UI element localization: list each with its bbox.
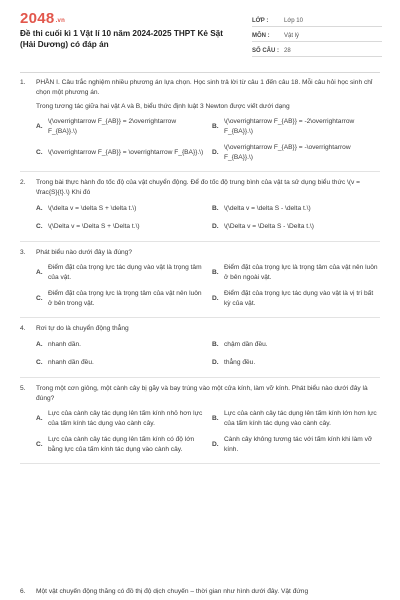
option-label: C. [36,359,43,366]
question-text: Một vật chuyển động thẳng có đồ thị độ dịch chuyển – thời gian như hình dưới đây. Vật đứng [36,588,309,595]
option-label: D. [212,295,219,302]
option-label: B. [212,415,219,422]
option-text: Điểm đặt của trọng lực tác dụng vào vật là trọng tâm của vật. [48,264,202,281]
option-text: thẳng đều. [224,359,256,366]
answer-option[interactable] [212,408,380,430]
document-title: Đề thi cuối kì 1 Vật lí 10 năm 2024-2025 THPT Kẻ Sặt (Hải Dương) có đáp án [20,29,223,49]
question-number: 4. [20,325,26,332]
option-text: Lực của cành cây tác dụng lên tấm kính có độ lớn bằng lực của tấm kính tác dụng vào cành cây. [48,436,195,453]
option-label: D. [212,441,219,448]
answer-option[interactable] [36,262,204,284]
option-text: \(\overrightarrow F_{AB}} = \overrightarrow F_{BA}}.\) [48,149,204,156]
option-label: A. [36,269,43,276]
answer-options [36,338,380,370]
answer-option[interactable] [212,202,380,216]
option-text: \(\delta v = \delta S + \delta t.\) [48,205,137,212]
answer-option[interactable] [212,288,380,310]
question-number: 5. [20,385,26,392]
option-label: C. [36,441,43,448]
option-label: C. [36,295,43,302]
option-text: nhanh dần đều. [48,359,94,366]
option-label: A. [36,341,43,348]
answer-option[interactable] [36,142,204,164]
header-divider [20,72,380,73]
answer-options [36,202,380,234]
question-text: Trong một cơn giông, một cành cây bị gãy và bay trúng vào một cửa kính, làm vỡ kính. Phát biểu nào dưới đây là đúng? [36,385,368,402]
meta-subject-value: Vật lý [284,33,300,39]
option-label: B. [212,269,219,276]
answer-option[interactable] [212,262,380,284]
question-item [20,78,380,172]
option-text: Cành cây không tương tác với tấm kính khi làm vỡ kính. [224,436,373,453]
question-item [20,384,380,464]
answer-option[interactable] [212,142,380,164]
option-text: nhanh dần. [48,341,82,348]
answer-option[interactable] [36,220,204,234]
option-text: \(\Delta v = \Delta S - \Delta t.\) [224,223,314,230]
answer-options [36,408,380,456]
option-text: \(\overrightarrow F_{AB}} = 2\overrightarrow F_{BA}}.\) [48,118,177,135]
answer-option[interactable] [36,434,204,456]
option-text: \(\overrightarrow F_{AB}} = -\overrightarrow F_{BA}}.\) [224,144,351,161]
question-text: Phát biểu nào dưới đây là đúng? [36,249,132,256]
question-text: Trong bài thực hành đo tốc độ của vật chuyển động. Để đo tốc độ trung bình của vật ta sử dụng biểu thức \(v = \frac{S}{t}.\) Khi đó [36,179,361,196]
answer-option[interactable] [212,356,380,370]
meta-class-key: LỚP : [252,18,269,24]
answer-option[interactable] [212,116,380,138]
question-number: 6. [20,588,26,595]
option-text: \(\delta v = \delta S - \delta t.\) [224,205,311,212]
question-item [20,324,380,378]
option-label: B. [212,341,219,348]
answer-option[interactable] [36,288,204,310]
option-label: B. [212,205,219,212]
answer-option[interactable] [36,356,204,370]
meta-class-value: Lớp 10 [284,18,303,24]
option-text: Điểm đặt của trọng lực là trọng tâm của vật nên luôn ở bên trong vật. [48,290,202,307]
option-text: Điểm đặt của trọng lực là trọng tâm của vật nên luôn ở bên ngoài vật. [224,264,378,281]
option-text: Lực của cành cây tác dụng lên tấm kính lớn hơn lực của tấm kính tác dụng vào cành cây. [224,410,377,427]
option-label: A. [36,205,43,212]
question-item [20,248,380,318]
question-stem: Trong tương tác giữa hai vật A và B, biểu thức định luật 3 Newton được viết dưới dạng [36,103,290,110]
question-list [20,78,380,470]
question-number: 2. [20,179,26,186]
question-number: 1. [20,79,26,86]
document-meta [252,12,382,57]
question-item [20,178,380,242]
answer-option[interactable] [212,338,380,352]
question-text: Rơi tự do là chuyển động thẳng [36,325,129,332]
answer-option[interactable] [36,202,204,216]
site-logo[interactable]: 2048.vn [20,10,66,27]
option-label: B. [212,123,219,130]
option-text: \(\Delta v = \Delta S + \Delta t.\) [48,223,140,230]
option-label: D. [212,223,219,230]
meta-count-row [252,42,382,57]
answer-option[interactable] [36,408,204,430]
meta-subject-row [252,27,382,42]
answer-option[interactable] [36,116,204,138]
question-item-partial [20,588,380,595]
answer-option[interactable] [212,434,380,456]
option-label: C. [36,149,43,156]
question-number: 3. [20,249,26,256]
answer-option[interactable] [212,220,380,234]
answer-option[interactable] [36,338,204,352]
option-text: Điểm đặt của trọng lực tác dụng vào vật là vị trí bất kỳ của vật. [224,290,374,307]
page-header [0,0,400,66]
meta-count-value: 28 [284,48,291,54]
option-text: Lực của cành cây tác dụng lên tấm kính nhỏ hơn lực của tấm kính tác dụng vào cành cây. [48,410,203,427]
question-text: PHẦN I. Câu trắc nghiệm nhiều phương án lựa chọn. Học sinh trả lời từ câu 1 đến câu 18. Mỗi câu hỏi học sinh chỉ chọn một phương án. [36,79,373,96]
option-text: chậm dần đều. [224,341,268,348]
meta-count-key: SỐ CÂU : [252,48,279,54]
option-label: A. [36,123,43,130]
option-text: \(\overrightarrow F_{AB}} = -2\overrightarrow F_{BA}}.\) [224,118,355,135]
option-label: D. [212,149,219,156]
option-label: A. [36,415,43,422]
meta-class-row [252,12,382,27]
meta-subject-key: MÔN : [252,33,270,39]
answer-options [36,262,380,310]
option-label: C. [36,223,43,230]
option-label: D. [212,359,219,366]
answer-options [36,116,380,164]
